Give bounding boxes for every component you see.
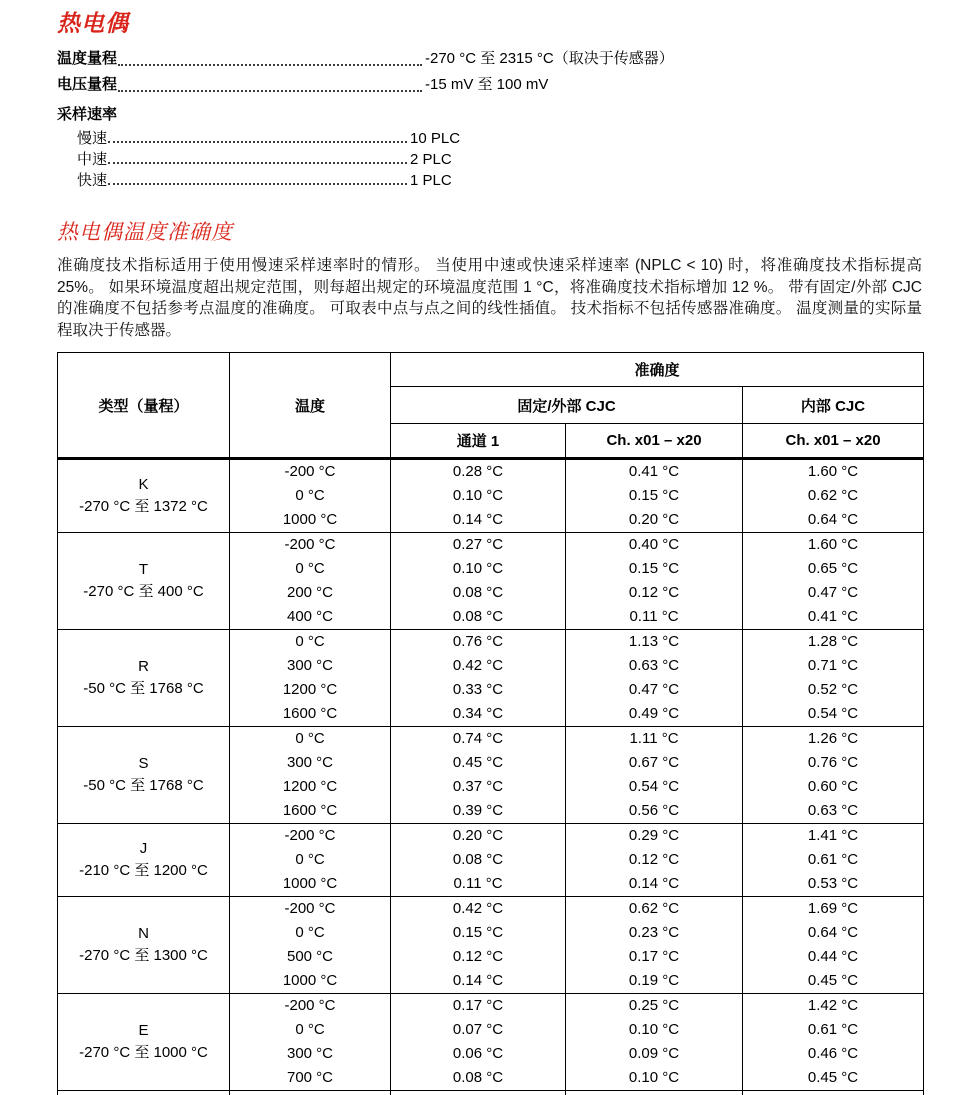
type-range: -50 °C 至 1768 °C [83, 680, 204, 697]
type-range: -270 °C 至 1000 °C [79, 1044, 208, 1061]
internal-value-cell: 0.45 °C [743, 969, 924, 994]
channel1-value-cell: 0.06 °C [391, 1042, 566, 1066]
internal-value-cell: 1.26 °C [743, 727, 924, 752]
type-label: K [138, 476, 149, 493]
internal-value-cell: 0.64 °C [743, 508, 924, 533]
chx-value-cell: 0.11 °C [566, 605, 743, 630]
internal-value-cell: 0.60 °C [743, 775, 924, 799]
temp-cell: 1000 °C [230, 872, 391, 897]
channel1-value-cell: 0.20 °C [391, 824, 566, 849]
channel1-value-cell: 0.76 °C [391, 630, 566, 655]
section-title-accuracy: 热电偶温度准确度 [57, 221, 233, 244]
type-cell [58, 630, 230, 727]
temp-cell: 300 °C [230, 1042, 391, 1066]
type-label: R [138, 658, 149, 675]
temp-cell: 0 °C [230, 1018, 391, 1042]
type-range: -270 °C 至 1372 °C [79, 498, 208, 515]
sample-rate-item [57, 128, 922, 149]
temp-cell: 300 °C [230, 654, 391, 678]
dotted-leader [108, 162, 407, 164]
spec-value: -15 mV 至 100 mV [425, 76, 549, 93]
internal-value-cell: 0.65 °C [743, 557, 924, 581]
temp-cell: 700 °C [230, 1066, 391, 1091]
header-temp: 温度 [230, 353, 391, 459]
spec-label-leader [57, 170, 410, 191]
spec-value: -270 °C 至 2315 °C（取决于传感器） [425, 50, 674, 67]
spec-label: 慢速 [77, 130, 108, 147]
chx-value-cell: 0.10 °C [566, 1018, 743, 1042]
table-row-clipped [58, 1091, 924, 1095]
chx-value-cell: 0.25 °C [566, 994, 743, 1019]
spec-heading: 采样速率 [57, 106, 118, 123]
temp-cell: 1000 °C [230, 969, 391, 994]
chx-value-cell: 0.49 °C [566, 702, 743, 727]
type-cell [58, 824, 230, 897]
chx-value-cell: 0.62 °C [566, 897, 743, 922]
header-internal-cjc: 内部 CJC [743, 387, 924, 424]
spec-value: 1 PLC [410, 172, 452, 189]
clipped-cell [566, 1091, 743, 1095]
type-range: -270 °C 至 400 °C [83, 583, 204, 600]
chx-value-cell: 0.63 °C [566, 654, 743, 678]
temp-cell: 500 °C [230, 945, 391, 969]
temp-cell: -200 °C [230, 897, 391, 922]
type-label: S [138, 755, 149, 772]
accuracy-table [57, 352, 924, 1095]
chx-value-cell: 0.40 °C [566, 533, 743, 558]
internal-value-cell: 0.61 °C [743, 848, 924, 872]
header-ch-x01-x20: Ch. x01 – x20 [566, 424, 743, 459]
internal-value-cell: 0.61 °C [743, 1018, 924, 1042]
channel1-value-cell: 0.28 °C [391, 459, 566, 485]
dotted-leader [108, 141, 407, 143]
chx-value-cell: 0.23 °C [566, 921, 743, 945]
spec-list [57, 46, 922, 191]
accuracy-table-head [58, 353, 924, 459]
accuracy-paragraph: 准确度技术指标适用于使用慢速采样速率时的情形。 当使用中速或快速采样速率 (NPLC < 10) 时，将准确度技术指标提高 25%。 如果环境温度超出规定范围，则每超出规定的环境温度范围 1 °C，将准确度技术指标增加 12 %。 带有固定/外部 CJC 的准确度不包括参考点温度的准确度。 可取表中点与点之间的线性插值。 技术指标不包括传感器准确度。 温度测量的实际量程取决于传感器。 [57, 257, 922, 339]
table-row [58, 459, 924, 485]
header-channel-1: 通道 1 [391, 424, 566, 459]
internal-value-cell: 0.45 °C [743, 1066, 924, 1091]
temp-cell: 1200 °C [230, 678, 391, 702]
spec-label-leader [57, 72, 425, 98]
temp-cell: 1600 °C [230, 799, 391, 824]
chx-value-cell: 0.67 °C [566, 751, 743, 775]
channel1-value-cell: 0.34 °C [391, 702, 566, 727]
internal-value-cell: 0.76 °C [743, 751, 924, 775]
chx-value-cell: 0.09 °C [566, 1042, 743, 1066]
channel1-value-cell: 0.14 °C [391, 508, 566, 533]
channel1-value-cell: 0.08 °C [391, 1066, 566, 1091]
temp-cell: -200 °C [230, 824, 391, 849]
internal-value-cell: 1.41 °C [743, 824, 924, 849]
spec-label: 温度量程 [57, 50, 118, 67]
clipped-cell [391, 1091, 566, 1095]
channel1-value-cell: 0.42 °C [391, 897, 566, 922]
temp-cell: -200 °C [230, 994, 391, 1019]
chx-value-cell: 0.14 °C [566, 872, 743, 897]
internal-value-cell: 0.62 °C [743, 484, 924, 508]
accuracy-table-body [58, 459, 924, 1095]
chx-value-cell: 0.47 °C [566, 678, 743, 702]
spec-line [57, 46, 922, 72]
channel1-value-cell: 0.15 °C [391, 921, 566, 945]
clipped-cell [230, 1091, 391, 1095]
dotted-leader [118, 64, 422, 66]
sample-rate-item [57, 149, 922, 170]
page-title: 热电偶 [57, 10, 129, 36]
internal-value-cell: 0.53 °C [743, 872, 924, 897]
channel1-value-cell: 0.10 °C [391, 557, 566, 581]
dotted-leader [118, 90, 422, 92]
type-label: T [138, 561, 149, 578]
chx-value-cell: 1.13 °C [566, 630, 743, 655]
spec-label-leader [57, 149, 410, 170]
internal-value-cell: 0.44 °C [743, 945, 924, 969]
channel1-value-cell: 0.45 °C [391, 751, 566, 775]
temp-cell: 0 °C [230, 921, 391, 945]
clipped-cell [743, 1091, 924, 1095]
temp-cell: 1200 °C [230, 775, 391, 799]
spec-label-leader [57, 128, 410, 149]
channel1-value-cell: 0.14 °C [391, 969, 566, 994]
chx-value-cell: 0.41 °C [566, 459, 743, 485]
dotted-leader [108, 183, 407, 185]
chx-value-cell: 0.12 °C [566, 848, 743, 872]
internal-value-cell: 0.63 °C [743, 799, 924, 824]
chx-value-cell: 0.15 °C [566, 484, 743, 508]
internal-value-cell: 0.54 °C [743, 702, 924, 727]
channel1-value-cell: 0.10 °C [391, 484, 566, 508]
internal-value-cell: 0.64 °C [743, 921, 924, 945]
channel1-value-cell: 0.08 °C [391, 581, 566, 605]
header-accuracy: 准确度 [391, 353, 924, 387]
table-row [58, 897, 924, 922]
type-cell [58, 1091, 230, 1095]
temp-cell: 0 °C [230, 557, 391, 581]
table-row [58, 533, 924, 558]
type-cell [58, 533, 230, 630]
spec-value: 2 PLC [410, 151, 452, 168]
chx-value-cell: 0.56 °C [566, 799, 743, 824]
chx-value-cell: 0.12 °C [566, 581, 743, 605]
temp-cell: 1000 °C [230, 508, 391, 533]
channel1-value-cell: 0.08 °C [391, 605, 566, 630]
type-cell [58, 897, 230, 994]
temp-cell: 0 °C [230, 630, 391, 655]
temp-cell: -200 °C [230, 459, 391, 485]
type-label: E [138, 1022, 149, 1039]
internal-value-cell: 1.60 °C [743, 533, 924, 558]
temp-cell: 1600 °C [230, 702, 391, 727]
chx-value-cell: 0.19 °C [566, 969, 743, 994]
spec-label: 中速 [77, 151, 108, 168]
type-cell [58, 459, 230, 533]
type-cell [58, 994, 230, 1091]
channel1-value-cell: 0.11 °C [391, 872, 566, 897]
spec-label: 快速 [77, 172, 108, 189]
type-range: -210 °C 至 1200 °C [79, 862, 208, 879]
spec-value: 10 PLC [410, 130, 461, 147]
chx-value-cell: 0.17 °C [566, 945, 743, 969]
internal-value-cell: 0.71 °C [743, 654, 924, 678]
temp-cell: 400 °C [230, 605, 391, 630]
table-row [58, 630, 924, 655]
internal-value-cell: 0.47 °C [743, 581, 924, 605]
header-fixed-external-cjc: 固定/外部 CJC [391, 387, 743, 424]
header-type: 类型（量程） [58, 353, 230, 459]
channel1-value-cell: 0.17 °C [391, 994, 566, 1019]
temp-cell: -200 °C [230, 533, 391, 558]
temp-cell: 0 °C [230, 484, 391, 508]
internal-value-cell: 1.69 °C [743, 897, 924, 922]
type-range: -270 °C 至 1300 °C [79, 947, 208, 964]
channel1-value-cell: 0.37 °C [391, 775, 566, 799]
temp-cell: 0 °C [230, 727, 391, 752]
internal-value-cell: 1.28 °C [743, 630, 924, 655]
temp-cell: 300 °C [230, 751, 391, 775]
chx-value-cell: 1.11 °C [566, 727, 743, 752]
chx-value-cell: 0.10 °C [566, 1066, 743, 1091]
channel1-value-cell: 0.33 °C [391, 678, 566, 702]
spec-line [57, 72, 922, 98]
internal-value-cell: 0.52 °C [743, 678, 924, 702]
spec-label: 电压量程 [57, 76, 118, 93]
spec-label-leader [57, 46, 425, 72]
type-label: J [139, 840, 148, 857]
type-label: N [138, 925, 149, 942]
table-row [58, 824, 924, 849]
chx-value-cell: 0.29 °C [566, 824, 743, 849]
channel1-value-cell: 0.08 °C [391, 848, 566, 872]
chx-value-cell: 0.15 °C [566, 557, 743, 581]
table-row [58, 727, 924, 752]
channel1-value-cell: 0.74 °C [391, 727, 566, 752]
internal-value-cell: 0.41 °C [743, 605, 924, 630]
sample-rate-item [57, 170, 922, 191]
table-row [58, 994, 924, 1019]
chx-value-cell: 0.54 °C [566, 775, 743, 799]
internal-value-cell: 1.60 °C [743, 459, 924, 485]
temp-cell: 200 °C [230, 581, 391, 605]
channel1-value-cell: 0.42 °C [391, 654, 566, 678]
channel1-value-cell: 0.12 °C [391, 945, 566, 969]
internal-value-cell: 0.46 °C [743, 1042, 924, 1066]
channel1-value-cell: 0.27 °C [391, 533, 566, 558]
header-ch-x01-x20-internal: Ch. x01 – x20 [743, 424, 924, 459]
internal-value-cell: 1.42 °C [743, 994, 924, 1019]
channel1-value-cell: 0.39 °C [391, 799, 566, 824]
channel1-value-cell: 0.07 °C [391, 1018, 566, 1042]
type-cell [58, 727, 230, 824]
temp-cell: 0 °C [230, 848, 391, 872]
chx-value-cell: 0.20 °C [566, 508, 743, 533]
type-range: -50 °C 至 1768 °C [83, 777, 204, 794]
